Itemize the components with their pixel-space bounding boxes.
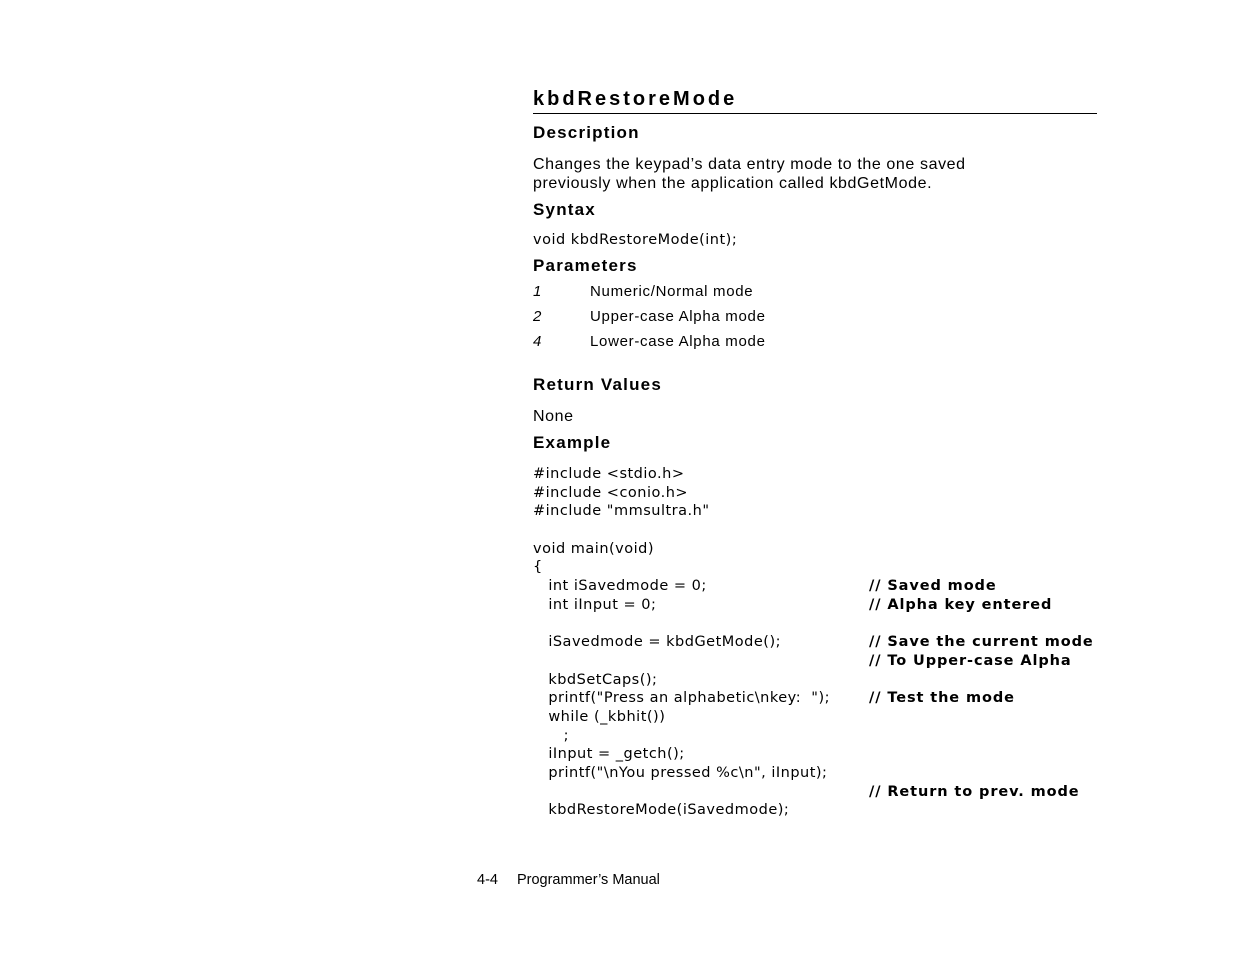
code-text: ; — [533, 727, 570, 744]
parameter-label: Upper-case Alpha mode — [590, 308, 766, 325]
code-line — [533, 633, 1097, 652]
manual-title: Programmer’s Manual — [516, 872, 660, 888]
parameter-row — [533, 304, 1097, 329]
syntax-heading: Syntax — [533, 200, 596, 219]
code-line — [533, 521, 1097, 540]
code-line — [533, 727, 1097, 746]
code-line — [533, 745, 1097, 764]
code-comment: // Return to prev. mode — [869, 783, 1080, 800]
code-text: #include "mmsultra.h" — [533, 503, 710, 520]
syntax-code: void kbdRestoreMode(int); — [533, 232, 738, 248]
description-line: previously when the application called kbdGetMode. — [533, 175, 933, 192]
parameter-value: 2 — [533, 308, 543, 325]
code-line — [533, 801, 1097, 820]
parameter-row — [533, 329, 1097, 354]
code-text: kbdSetCaps(); — [533, 671, 658, 688]
code-line — [533, 615, 1097, 634]
parameter-row — [533, 279, 1097, 304]
code-comment: // To Upper-case Alpha — [869, 652, 1072, 669]
code-line — [533, 558, 1097, 577]
code-line — [533, 689, 1097, 708]
code-text: { — [533, 559, 543, 576]
parameter-value: 1 — [533, 283, 543, 300]
code-line — [533, 783, 1097, 802]
code-line — [533, 577, 1097, 596]
document-page — [533, 86, 1097, 820]
code-text: int iInput = 0; — [533, 596, 657, 613]
description-heading: Description — [533, 123, 640, 142]
description-line: Changes the keypad’s data entry mode to the one saved — [533, 156, 966, 173]
parameters-heading: Parameters — [533, 256, 638, 275]
code-text: kbdRestoreMode(iSavedmode); — [533, 802, 790, 819]
code-line — [533, 465, 1097, 484]
parameter-label: Lower-case Alpha mode — [590, 333, 766, 350]
code-comment: // Save the current mode — [869, 634, 1094, 651]
return-values-heading: Return Values — [533, 375, 662, 394]
page-number: 4-4 — [477, 872, 498, 888]
example-heading: Example — [533, 433, 612, 452]
code-line — [533, 671, 1097, 690]
code-text: #include <stdio.h> — [533, 466, 685, 482]
code-comment: // Test the mode — [869, 690, 1015, 707]
page-footer — [477, 872, 660, 888]
page-title: kbdRestoreMode — [533, 86, 1097, 114]
code-line — [533, 708, 1097, 727]
code-comment: // Saved mode — [869, 578, 997, 595]
code-text: iSavedmode = kbdGetMode(); — [533, 634, 781, 651]
description-text — [533, 155, 1097, 193]
code-line — [533, 652, 1097, 671]
code-line — [533, 596, 1097, 615]
parameters-list — [533, 279, 1097, 354]
code-text: iInput = _getch(); — [533, 746, 685, 763]
code-comment: // Alpha key entered — [869, 596, 1053, 613]
code-text: printf("\nYou pressed %c\n", iInput); — [533, 765, 828, 781]
return-values-text: None — [533, 408, 574, 425]
code-text: while (_kbhit()) — [533, 708, 666, 725]
parameter-label: Numeric/Normal mode — [590, 283, 754, 300]
example-code-block — [533, 465, 1097, 820]
code-line — [533, 502, 1097, 521]
code-text: printf("Press an alphabetic\nkey: "); — [533, 690, 831, 707]
code-line — [533, 484, 1097, 503]
code-text: void main(void) — [533, 540, 655, 557]
code-line — [533, 540, 1097, 559]
code-text: #include <conio.h> — [533, 484, 689, 501]
parameter-value: 4 — [533, 333, 543, 350]
code-line — [533, 764, 1097, 783]
code-text: int iSavedmode = 0; — [533, 578, 707, 595]
